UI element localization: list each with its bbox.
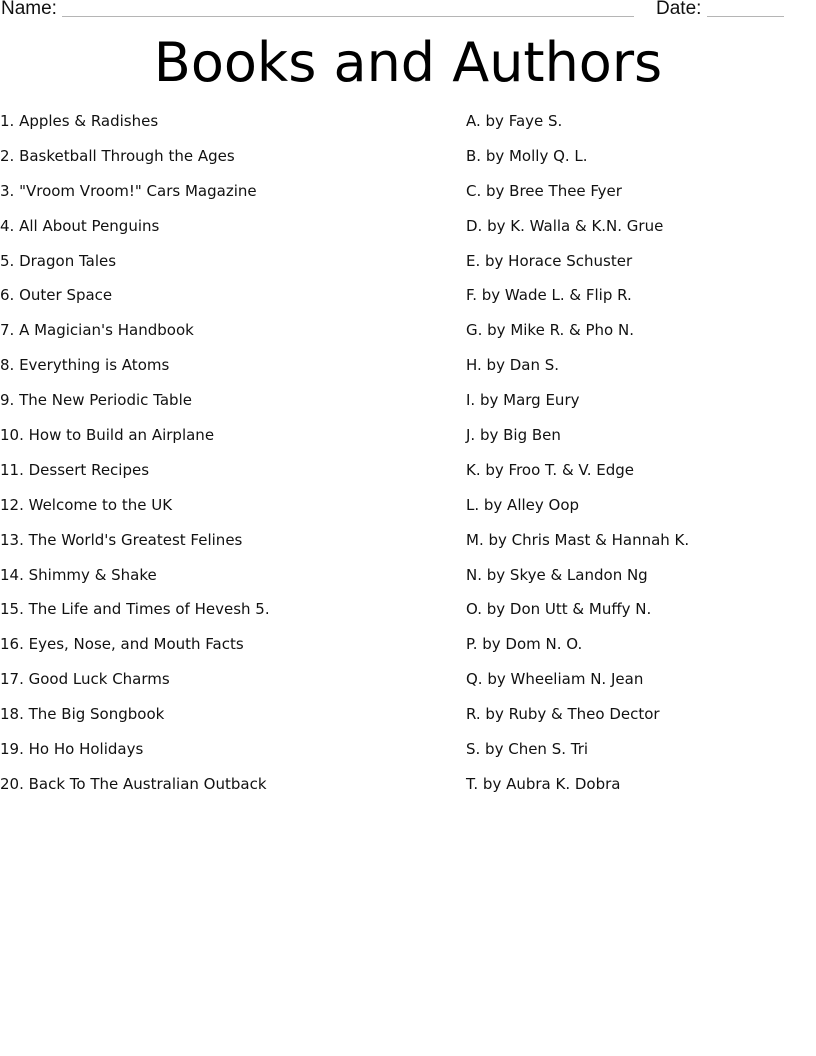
book-item: 13. The World's Greatest Felines — [0, 530, 243, 549]
book-item: 19. Ho Ho Holidays — [0, 740, 144, 759]
author-item: B. by Molly Q. L. — [466, 146, 588, 165]
author-item: F. by Wade L. & Flip R. — [466, 286, 632, 305]
book-item: 2. Basketball Through the Ages — [0, 146, 235, 165]
book-list — [0, 104, 450, 802]
author-item: M. by Chris Mast & Hannah K. — [466, 530, 690, 549]
author-item: E. by Horace Schuster — [466, 251, 633, 270]
author-item: S. by Chen S. Tri — [466, 740, 589, 759]
book-item: 18. The Big Songbook — [0, 705, 165, 724]
book-item: 10. How to Build an Airplane — [0, 426, 215, 445]
book-item: 1. Apples & Radishes — [0, 112, 159, 130]
author-item: R. by Ruby & Theo Dector — [466, 705, 660, 724]
book-item: 11. Dessert Recipes — [0, 460, 150, 479]
date-label: Date: — [656, 0, 702, 19]
book-item: 16. Eyes, Nose, and Mouth Facts — [0, 635, 244, 654]
author-item: H. by Dan S. — [466, 356, 560, 375]
book-item: 5. Dragon Tales — [0, 251, 117, 270]
author-item: K. by Froo T. & V. Edge — [466, 460, 635, 479]
worksheet-header — [0, 0, 816, 24]
author-item: Q. by Wheeliam N. Jean — [466, 670, 644, 689]
book-item: 9. The New Periodic Table — [0, 391, 192, 410]
author-item: L. by Alley Oop — [466, 495, 580, 514]
author-item: O. by Don Utt & Muffy N. — [466, 600, 652, 619]
author-item: T. by Aubra K. Dobra — [466, 774, 621, 793]
author-item: D. by K. Walla & K.N. Grue — [466, 216, 664, 235]
author-item: N. by Skye & Landon Ng — [466, 565, 648, 584]
page-title: Books and Authors — [153, 31, 663, 94]
name-label: Name: — [1, 0, 57, 19]
book-item: 14. Shimmy & Shake — [0, 565, 157, 584]
book-item: 4. All About Penguins — [0, 216, 160, 235]
author-item: G. by Mike R. & Pho N. — [466, 321, 634, 340]
author-item: P. by Dom N. O. — [466, 635, 583, 654]
author-list — [466, 104, 806, 802]
author-item: C. by Bree Thee Fyer — [466, 181, 622, 200]
book-item: 17. Good Luck Charms — [0, 670, 170, 689]
author-item: J. by Big Ben — [466, 426, 561, 445]
book-item: 8. Everything is Atoms — [0, 356, 170, 375]
book-item: 12. Welcome to the UK — [0, 495, 173, 514]
book-item: 6. Outer Space — [0, 286, 113, 305]
book-item: 20. Back To The Australian Outback — [0, 774, 267, 793]
author-item: I. by Marg Eury — [466, 391, 580, 410]
book-item: 3. "Vroom Vroom!" Cars Magazine — [0, 181, 257, 200]
author-item: A. by Faye S. — [466, 112, 563, 130]
book-item: 7. A Magician's Handbook — [0, 321, 194, 340]
name-blank-line — [62, 16, 634, 17]
date-blank-line — [707, 16, 784, 17]
book-item: 15. The Life and Times of Hevesh 5. — [0, 600, 270, 619]
